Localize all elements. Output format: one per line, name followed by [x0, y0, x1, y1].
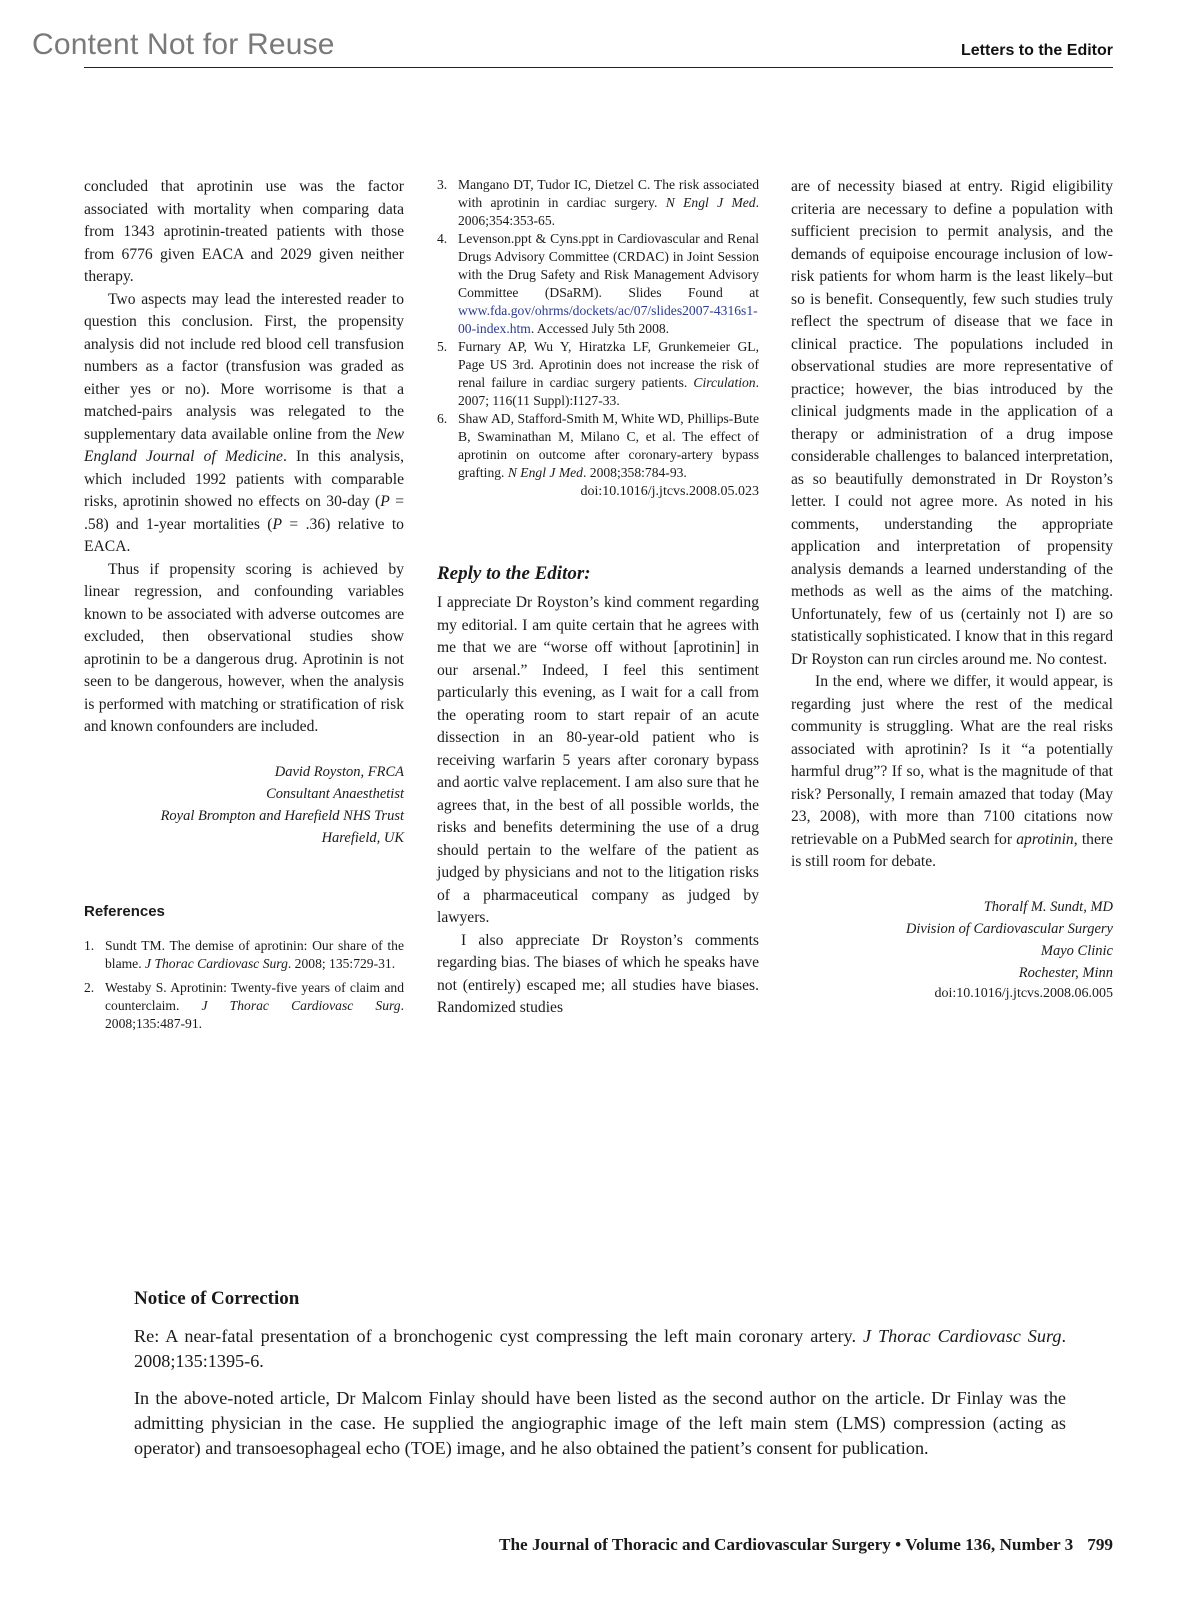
reference-text: Shaw AD, Stafford-Smith M, White WD, Phillips-Bute B, Swaminathan M, Milano C, et al. The effect of aprotinin on outcome after coronary-artery bypass grafting. [458, 411, 759, 480]
author-title: Consultant Anaesthetist [266, 785, 404, 802]
reference-number: 6. [437, 411, 448, 426]
reference-link[interactable]: www.fda.gov/ohrms/dockets/ac/07/slides2007-4316s1-00-index.htm [458, 303, 758, 336]
italic-term: aprotinin [1016, 830, 1074, 848]
text-run: , there is still room for debate. [791, 830, 1113, 870]
reference-tail: . 2008; 135:729-31. [287, 956, 396, 971]
section-header: Letters to the Editor [960, 42, 1113, 59]
journal-name: New England Journal of Medicine [84, 425, 404, 465]
reference-journal: N Engl J Med [507, 465, 583, 480]
author-name: Thoralf M. Sundt, MD [983, 898, 1113, 915]
reference-list [84, 937, 404, 1033]
notice-of-correction [134, 1288, 1066, 1473]
reply-paragraph: I also appreciate Dr Royston’s comments regarding bias. The biases of which he speaks have not (entirely) escaped me; all studies have biases. Randomized studies [437, 931, 759, 1016]
text-run: . 2008;135:1395-6. [134, 1326, 1066, 1371]
notice-title: Notice of Correction [134, 1288, 300, 1309]
page-number: 799 [1087, 1535, 1113, 1554]
author-org: Royal Brompton and Harefield NHS Trust [160, 807, 404, 824]
reference-tail: . 2007; 116(11 Suppl):I127-33. [458, 375, 759, 408]
reference-item [437, 338, 759, 410]
reference-text: Levenson.ppt & Cyns.ppt in Cardiovascular and Renal Drugs Advisory Committee (CRDAC) in Joint Session with the Drug Safety and Risk Management Advisory Committee (DSaRM). Slides Found at [458, 231, 759, 300]
author-org: Mayo Clinic [1040, 942, 1113, 959]
reference-number: 4. [437, 231, 448, 246]
reference-item [437, 230, 759, 338]
column-2 [437, 176, 759, 1020]
reference-text: Westaby S. Aprotinin: Twenty-five years of claim and counterclaim. [105, 980, 404, 1013]
letter-paragraph: concluded that aprotinin use was the factor associated with mortality when comparing data from 1343 aprotinin-treated patients with those from 6776 given EACA and 2029 given neither therapy. [84, 178, 404, 285]
text-run: In the end, where we differ, it would appear, is regarding just where the rest of the medical community is struggling. What are the real risks associated with aprotinin? Is it “a potentially harmful drug”? If so, what is the magnitude of that risk? Personally, I remain amazed that today (May 23, 2008), with more than 7100 citations now retrievable on a PubMed search for [791, 673, 1113, 848]
reference-number: 1. [84, 938, 95, 953]
author-division: Division of Cardiovascular Surgery [905, 920, 1113, 937]
text-run: Re: A near-fatal presentation of a bronchogenic cyst compressing the left main coronary artery. [134, 1326, 863, 1346]
reference-number: 2. [84, 980, 95, 995]
author-place: Rochester, Minn [1018, 964, 1113, 981]
reference-tail: . 2008;358:784-93. [582, 465, 687, 480]
reference-tail: . 2008;135:487-91. [105, 998, 404, 1031]
reference-journal: J Thorac Cardiovasc Surg [201, 998, 401, 1013]
journal-name: J Thorac Cardiovasc Surg [863, 1326, 1062, 1346]
reference-tail: . Accessed July 5th 2008. [530, 321, 670, 336]
reference-item [437, 410, 759, 482]
reply-paragraph: are of necessity biased at entry. Rigid eligibility criteria are necessary to define a population with sufficient precision to permit analysis, and the demands of equipoise encourage inclusion of low-risk patients for whom harm is the least likely–but so is benefit. Consequently, few such studies truly reflect the spectrum of disease that we face in clinical practice. The populations included in observational studies are more representative of practice; however, the bias introduced by the clinical judgments made in the application of a therapy or administration of a drug impose considerable challenges to balanced interpretation, as so beautifully demonstrated in Dr Royston’s letter. I could not agree more. As noted in his comments, understanding the appropriate application and interpretation of propensity analysis demands a learned understanding of the methods as well as the aims of the matching. Unfortunately, few of us (certainly not I) are so statistically sophisticated. I know that in this regard Dr Royston can run circles around me. No contest. [791, 178, 1113, 668]
watermark: Content Not for Reuse [32, 28, 335, 61]
notice-reference [134, 1324, 1066, 1374]
letter-paragraph: Thus if propensity scoring is achieved by linear regression, and confounding variables known to be associated with adverse outcomes are excluded, then observational studies show aprotinin to be a dangerous drug. Aprotinin is not seen to be dangerous, however, when the analysis is performed with matching or stratification of risk and known confounders are included. [84, 560, 404, 735]
reference-text: Furnary AP, Wu Y, Hiratzka LF, Grunkemeier GL, Page US 3rd. Aprotinin does not increase the risk of renal failure in cardiac surgery patients. [458, 339, 759, 390]
references-heading: References [84, 902, 165, 920]
reference-item [84, 937, 404, 973]
author-place: Harefield, UK [321, 829, 404, 846]
reference-text: Sundt TM. The demise of aprotinin: Our share of the blame. [105, 938, 404, 971]
column-3 [791, 176, 1113, 1004]
reference-number: 5. [437, 339, 448, 354]
p-symbol: P [380, 493, 390, 510]
doi-line: doi:10.1016/j.jtcvs.2008.06.005 [934, 985, 1113, 1001]
reference-list [437, 176, 759, 482]
reference-text: Mangano DT, Tudor IC, Dietzel C. The risk associated with aprotinin in cardiac surgery. [458, 177, 759, 210]
reference-journal: J Thorac Cardiovasc Surg [145, 956, 288, 971]
text-run: = .36) relative to EACA. [84, 515, 404, 555]
reply-heading: Reply to the Editor: [437, 563, 591, 584]
text-run: = .58) and 1-year mortalities ( [84, 493, 404, 533]
footer-journal: The Journal of Thoracic and Cardiovascular Surgery • Volume 136, Number 3 [499, 1535, 1074, 1554]
header-rule [84, 67, 1113, 68]
reply-paragraph [791, 671, 1113, 874]
text-run: Two aspects may lead the interested reader to question this conclusion. First, the propensity analysis did not include red blood cell transfusion numbers as a factor (transfusion was graded as either yes or no). More worrisome is that a matched-pairs analysis was relegated to the supplementary data available online from the [84, 290, 404, 443]
reference-journal: N Engl J Med [665, 195, 756, 210]
reference-item [84, 979, 404, 1033]
author-signature [84, 761, 404, 849]
p-symbol: P [272, 515, 283, 533]
reference-journal: Circulation [693, 375, 756, 390]
author-signature [791, 896, 1113, 984]
text-run: . In this analysis, which included 1992 patients with comparable risks, aprotinin showed no effects on 30-day ( [84, 448, 404, 510]
author-name: David Royston, FRCA [274, 763, 404, 780]
column-1 [84, 176, 404, 1033]
reply-paragraph: I appreciate Dr Royston’s kind comment regarding my editorial. I am quite certain that he agrees with me that we are “worse off without [aprotinin] in our arsenal.” Indeed, I feel this sentiment particularly this evening, as I wait for a call from the operating room to start repair of an acute dissection in an 80-year-old patient who is receiving warfarin 5 years after coronary bypass and aortic valve replacement. I am also sure that he agrees that, in the best of all possible worlds, the risks and benefits determining the use of a drug should pertain to the welfare of the patient as judged by physicians and not to the litigation risks of a pharmaceutical company as judged by lawyers. [437, 594, 759, 926]
letter-paragraph [84, 289, 404, 559]
page-footer [499, 1535, 1113, 1555]
reference-tail: . 2006;354:353-65. [458, 195, 759, 228]
doi-line: doi:10.1016/j.jtcvs.2008.05.023 [580, 484, 759, 499]
notice-body: In the above-noted article, Dr Malcom Finlay should have been listed as the second author on the article. Dr Finlay was the admitting physician in the case. He supplied the angiographic image of the left main stem (LMS) compression (acting as operator) and transoesophageal echo (TOE) image, and he also obtained the patient’s consent for publication. [134, 1388, 1066, 1458]
reference-item [437, 176, 759, 230]
reference-number: 3. [437, 177, 448, 192]
